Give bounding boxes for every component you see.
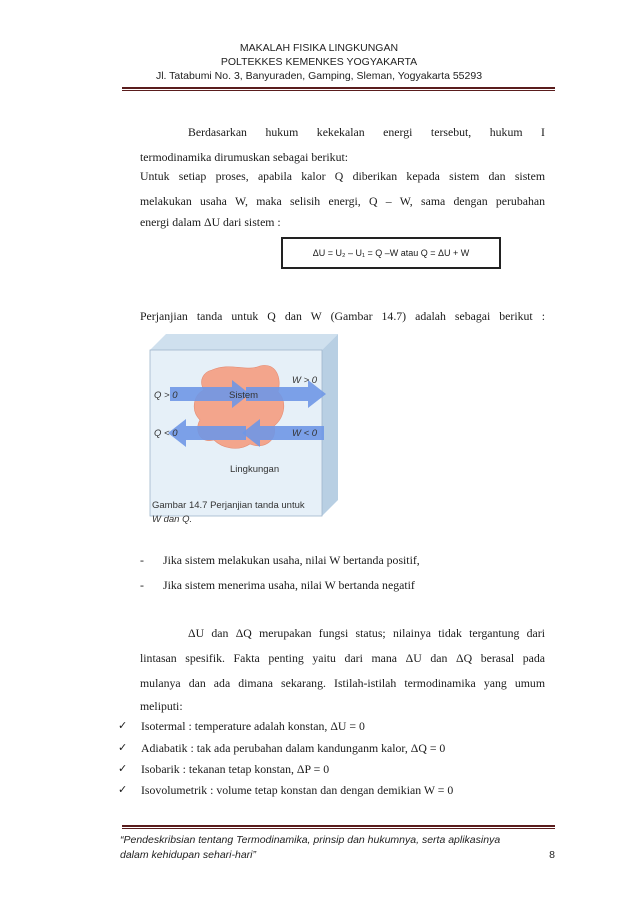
paragraph-4-line-2: lintasan spesifik. Fakta penting yaitu dari mana ΔU dan ΔQ berasal pada [140,651,545,665]
check-item-text: Isotermal : temperature adalah konstan, ΔU = 0 [141,719,365,733]
equation-text: ΔU = U₂ – U₁ = Q –W atau Q = ΔU + W [312,248,470,258]
header-title: MAKALAH FISIKA LINGKUNGAN [239,42,399,54]
figure-caption-line-1: Gambar 14.7 Perjanjian tanda untuk [152,500,305,511]
paragraph-1-line-2: termodinamika dirumuskan sebagai berikut: [140,150,349,164]
footer-text-line-1: “Pendeskribsian tentang Termodinamika, prinsip dan hukumnya, serta aplikasinya [120,834,501,846]
footer-rule-thin [122,828,555,829]
check-item-text: Isobarik : tekanan tetap konstan, ΔP = 0 [141,762,330,776]
check-icon: ✓ [118,762,128,775]
equation-box [281,237,501,269]
paragraph-4-line-4: meliputi: [140,699,183,713]
paragraph-2-line-1: Untuk setiap proses, apabila kalor Q diberikan kepada sistem dan sistem [140,169,545,183]
sign-convention-figure [142,332,342,532]
check-item-text: Isovolumetrik : volume tetap konstan dan dengan demikian W = 0 [141,783,454,797]
header-institution: POLTEKKES KEMENKES YOGYAKARTA [220,56,418,68]
dash-bullet-2: - [140,578,144,592]
paragraph-2-line-3: energi dalam ΔU dari sistem : [140,215,281,229]
dash-item-2: Jika sistem menerima usaha, nilai W bertanda negatif [163,578,415,592]
q-negative-label: Q < 0 [154,428,178,439]
w-negative-label: W < 0 [292,428,318,439]
header-address: Jl. Tatabumi No. 3, Banyuraden, Gamping, Sleman, Yogyakarta 55293 [155,70,483,82]
check-item-text: Adiabatik : tak ada perubahan dalam kandunganm kalor, ΔQ = 0 [141,741,446,755]
paragraph-2-line-2: melakukan usaha W, maka selisih energi, Q – W, sama dengan perubahan [140,194,545,208]
footer-rule [122,825,555,827]
header-rule [122,87,555,89]
check-item-isotermal [118,716,365,736]
paragraph-4-line-3: mulanya dan ada dimana sekarang. Istilah-istilah termodinamika yang umum [140,676,545,690]
q-positive-label: Q > 0 [154,390,178,401]
page-number: 8 [549,849,555,861]
dash-item-1: Jika sistem melakukan usaha, nilai W bertanda positif, [163,553,420,567]
sistem-label: Sistem [229,390,259,401]
figure-caption-line-2: W dan Q. [152,514,193,525]
paragraph-3: Perjanjian tanda untuk Q dan W (Gambar 14.7) adalah sebagai berikut : [140,309,545,323]
box-side-face [322,334,338,516]
dash-bullet-1: - [140,553,144,567]
footer-text-line-2: dalam kehidupan sehari-hari” [120,849,256,861]
check-icon: ✓ [118,741,128,754]
check-icon: ✓ [118,719,128,732]
w-positive-label: W > 0 [292,375,318,386]
paragraph-1-line-1: Berdasarkan hukum kekekalan energi tersebut, hukum I [188,125,545,139]
check-item-isobarik [118,759,329,779]
check-item-adiabatik [118,738,445,758]
paragraph-4-line-1: ΔU dan ΔQ merupakan fungsi status; nilainya tidak tergantung dari [188,626,545,640]
box-top-face [150,334,338,350]
check-item-isovolumetrik [118,780,453,800]
header-rule-thin [122,90,555,91]
check-icon: ✓ [118,783,128,796]
lingkungan-label: Lingkungan [230,464,280,475]
